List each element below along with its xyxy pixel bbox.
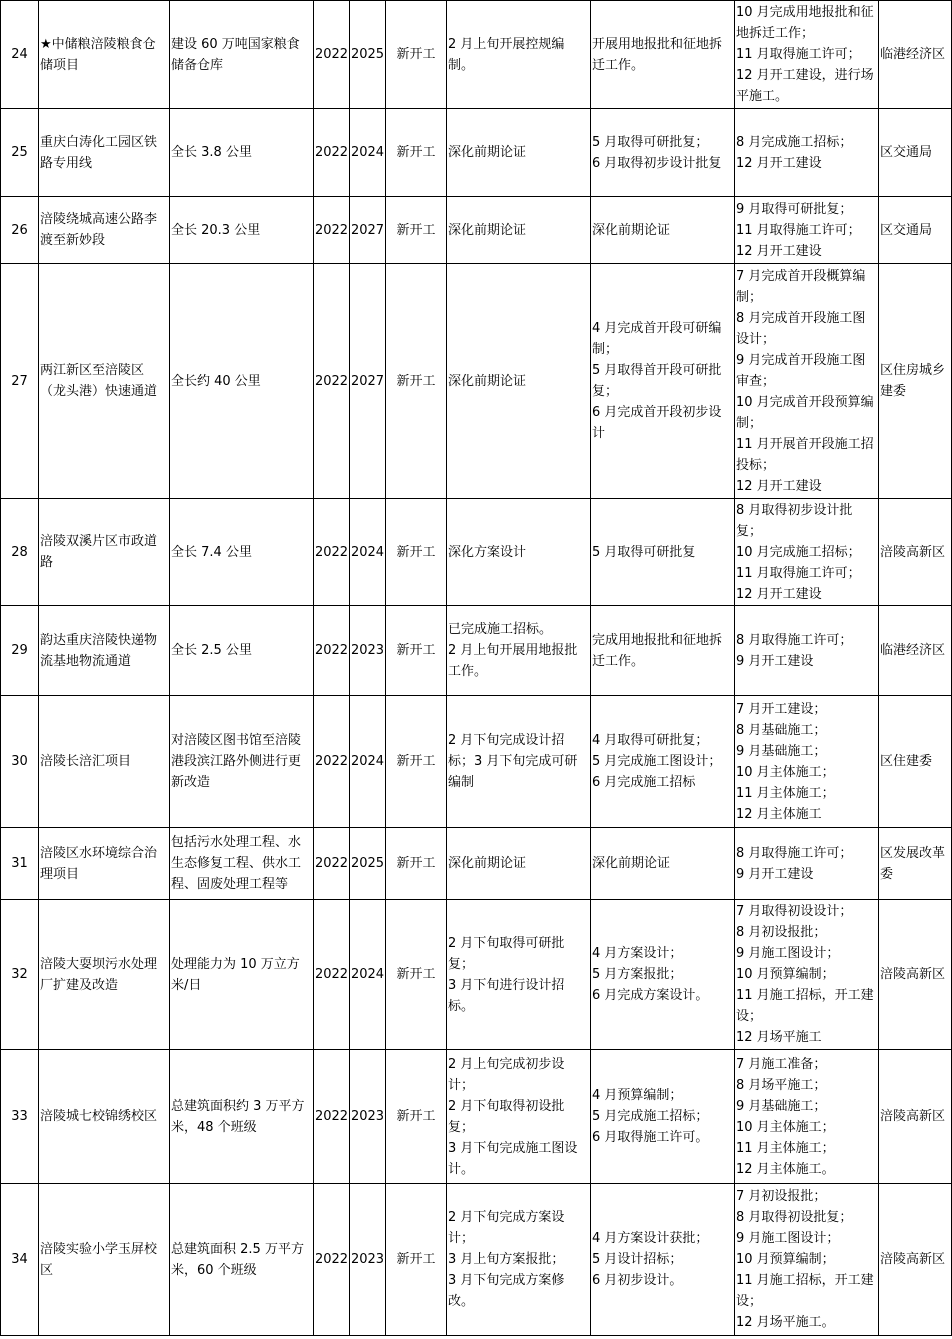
construction-content-cell: 全长 7.4 公里 — [170, 499, 314, 606]
q1-plan-cell — [447, 264, 591, 499]
h2-plan-line: 12 月开工建设 — [736, 155, 822, 171]
responsible-unit-cell: 涪陵高新区 — [879, 1184, 952, 1336]
h2-plan-line: 8 月初设报批； — [736, 925, 827, 940]
q2-plan-line: 6 月完成施工招标 — [592, 775, 696, 790]
table-row — [1, 900, 952, 1050]
construction-content-cell: 总建筑面积约 3 万平方米，48 个班级 — [170, 1050, 314, 1184]
table-row — [1, 828, 952, 900]
project-type-cell: 新开工 — [386, 109, 447, 197]
h2-plan-cell — [735, 828, 879, 900]
q2-plan-line: 5 月完成施工招标； — [592, 1109, 709, 1124]
q2-plan-cell — [591, 696, 735, 828]
q2-plan-line: 5 月取得首开段可研批复； — [592, 363, 722, 399]
h2-plan-line: 8 月取得施工许可； — [736, 845, 853, 861]
table-row — [1, 696, 952, 828]
start-year-cell: 2022 — [314, 900, 350, 1050]
project-type-cell: 新开工 — [386, 900, 447, 1050]
h2-plan-line: 12 月主体施工 — [736, 806, 822, 822]
project-name-cell: 涪陵实验小学玉屏校区 — [39, 1184, 170, 1336]
h2-plan-line: 10 月预算编制； — [736, 1252, 835, 1267]
q1-plan-line: 3 月上旬方案报批； — [448, 1252, 565, 1267]
q1-plan-line: 深化前期论证 — [448, 373, 527, 389]
project-name-cell: ★中储粮涪陵粮食仓储项目 — [39, 1, 170, 109]
table-row — [1, 1184, 952, 1336]
end-year-cell: 2023 — [350, 1184, 386, 1336]
h2-plan-cell — [735, 1050, 879, 1184]
row-number-cell: 33 — [1, 1050, 39, 1184]
start-year-cell: 2022 — [314, 264, 350, 499]
h2-plan-cell — [735, 499, 879, 606]
project-name-cell: 涪陵大耍坝污水处理厂扩建及改造 — [39, 900, 170, 1050]
end-year-cell: 2023 — [350, 1050, 386, 1184]
q2-plan-line: 6 月完成方案设计。 — [592, 988, 709, 1003]
project-type-cell: 新开工 — [386, 1050, 447, 1184]
q1-plan-line: 2 月下旬完成设计招标；3 月下旬完成可研编制 — [448, 733, 578, 790]
q1-plan-line: 2 月下旬取得可研批复； — [448, 935, 565, 972]
h2-plan-line: 9 月基础施工； — [736, 743, 827, 759]
project-type-cell: 新开工 — [386, 1184, 447, 1336]
h2-plan-line: 10 月完成用地报批和征地拆迁工作； — [736, 5, 874, 41]
project-name-cell: 两江新区至涪陵区（龙头港）快速通道 — [39, 264, 170, 499]
h2-plan-line: 8 月取得施工许可； — [736, 632, 853, 648]
table-row — [1, 1050, 952, 1184]
q2-plan-line: 6 月完成首开段初步设计 — [592, 405, 722, 441]
q1-plan-cell — [447, 828, 591, 900]
h2-plan-line: 12 月开工建设 — [736, 586, 822, 602]
q1-plan-line: 3 月下旬进行设计招标。 — [448, 977, 565, 1014]
h2-plan-line: 7 月初设报批； — [736, 1189, 827, 1204]
h2-plan-line: 8 月场平施工； — [736, 1077, 827, 1093]
construction-content-cell: 全长 20.3 公里 — [170, 197, 314, 264]
end-year-cell: 2027 — [350, 197, 386, 264]
table-row — [1, 499, 952, 606]
row-number-cell: 31 — [1, 828, 39, 900]
q2-plan-line: 4 月取得可研批复； — [592, 733, 709, 748]
q2-plan-line: 5 月取得可研批复； — [592, 134, 709, 150]
h2-plan-line: 7 月施工准备； — [736, 1056, 827, 1072]
project-type-cell: 新开工 — [386, 1, 447, 109]
q1-plan-line: 3 月下旬完成方案修改。 — [448, 1273, 565, 1309]
construction-content-cell: 包括污水处理工程、水生态修复工程、供水工程、固废处理工程等 — [170, 828, 314, 900]
q2-plan-line: 6 月取得初步设计批复 — [592, 155, 722, 171]
q2-plan-line: 5 月设计招标； — [592, 1252, 683, 1267]
project-name-cell: 韵达重庆涪陵快递物流基地物流通道 — [39, 606, 170, 696]
start-year-cell: 2022 — [314, 197, 350, 264]
project-name-cell: 涪陵双溪片区市政道路 — [39, 499, 170, 606]
q1-plan-cell — [447, 900, 591, 1050]
project-name-cell: 涪陵长涪汇项目 — [39, 696, 170, 828]
row-number-cell: 27 — [1, 264, 39, 499]
row-number-cell: 32 — [1, 900, 39, 1050]
start-year-cell: 2022 — [314, 1184, 350, 1336]
h2-plan-line: 12 月开工建设 — [736, 243, 822, 259]
h2-plan-line: 9 月开工建设 — [736, 653, 814, 669]
responsible-unit-cell: 临港经济区 — [879, 1, 952, 109]
h2-plan-line: 11 月施工招标，开工建设； — [736, 1273, 874, 1309]
h2-plan-line: 8 月基础施工； — [736, 722, 827, 738]
h2-plan-cell — [735, 1184, 879, 1336]
q2-plan-cell — [591, 900, 735, 1050]
responsible-unit-cell: 区住建委 — [879, 696, 952, 828]
q2-plan-cell — [591, 606, 735, 696]
responsible-unit-cell: 区交通局 — [879, 197, 952, 264]
h2-plan-cell — [735, 264, 879, 499]
h2-plan-cell — [735, 900, 879, 1050]
q1-plan-cell — [447, 197, 591, 264]
construction-content-cell: 全长 2.5 公里 — [170, 606, 314, 696]
h2-plan-line: 11 月施工招标，开工建设； — [736, 988, 874, 1024]
h2-plan-line: 11 月主体施工； — [736, 785, 835, 801]
q1-plan-cell — [447, 696, 591, 828]
construction-content-cell: 建设 60 万吨国家粮食储备仓库 — [170, 1, 314, 109]
q2-plan-cell — [591, 1, 735, 109]
h2-plan-line: 11 月开展首开段施工招投标； — [736, 436, 874, 473]
responsible-unit-cell: 临港经济区 — [879, 606, 952, 696]
responsible-unit-cell: 区发展改革委 — [879, 828, 952, 900]
h2-plan-line: 9 月施工图设计； — [736, 1231, 840, 1246]
h2-plan-line: 12 月场平施工 — [736, 1030, 822, 1045]
construction-content-cell: 全长约 40 公里 — [170, 264, 314, 499]
row-number-cell: 24 — [1, 1, 39, 109]
end-year-cell: 2025 — [350, 828, 386, 900]
q2-plan-line: 6 月初步设计。 — [592, 1273, 683, 1288]
table-row — [1, 1, 952, 109]
start-year-cell: 2022 — [314, 696, 350, 828]
project-name-cell: 涪陵城七校锦绣校区 — [39, 1050, 170, 1184]
q2-plan-line: 5 月方案报批； — [592, 967, 683, 982]
row-number-cell: 30 — [1, 696, 39, 828]
q2-plan-line: 6 月取得施工许可。 — [592, 1130, 709, 1145]
q1-plan-line: 2 月下旬取得初设批复； — [448, 1098, 565, 1135]
h2-plan-line: 12 月开工建设，进行场平施工。 — [736, 68, 874, 104]
q1-plan-line: 2 月上旬开展控规编制。 — [448, 36, 565, 73]
project-type-cell: 新开工 — [386, 696, 447, 828]
h2-plan-cell — [735, 606, 879, 696]
end-year-cell: 2027 — [350, 264, 386, 499]
row-number-cell: 25 — [1, 109, 39, 197]
row-number-cell: 26 — [1, 197, 39, 264]
h2-plan-cell — [735, 696, 879, 828]
q2-plan-line: 深化前期论证 — [592, 222, 671, 238]
h2-plan-line: 11 月取得施工许可； — [736, 222, 861, 238]
end-year-cell: 2023 — [350, 606, 386, 696]
h2-plan-line: 11 月取得施工许可； — [736, 565, 861, 581]
q2-plan-cell — [591, 1184, 735, 1336]
h2-plan-line: 10 月主体施工； — [736, 1119, 835, 1135]
h2-plan-line: 9 月基础施工； — [736, 1098, 827, 1114]
h2-plan-line: 11 月取得施工许可； — [736, 47, 861, 62]
h2-plan-line: 7 月开工建设； — [736, 701, 827, 717]
construction-content-cell: 处理能力为 10 万立方米/日 — [170, 900, 314, 1050]
end-year-cell: 2024 — [350, 109, 386, 197]
h2-plan-line: 10 月完成首开段预算编制； — [736, 394, 874, 431]
q1-plan-line: 3 月下旬完成施工图设计。 — [448, 1140, 578, 1177]
q2-plan-cell — [591, 197, 735, 264]
q1-plan-cell — [447, 1184, 591, 1336]
q2-plan-line: 5 月完成施工图设计； — [592, 754, 722, 769]
project-type-cell: 新开工 — [386, 264, 447, 499]
table-row — [1, 264, 952, 499]
start-year-cell: 2022 — [314, 109, 350, 197]
q2-plan-line: 深化前期论证 — [592, 856, 671, 871]
construction-content-cell: 全长 3.8 公里 — [170, 109, 314, 197]
h2-plan-line: 10 月完成施工招标； — [736, 544, 861, 560]
q1-plan-line: 2 月下旬完成方案设计； — [448, 1210, 565, 1246]
h2-plan-line: 9 月开工建设 — [736, 866, 814, 882]
q2-plan-line: 4 月方案设计； — [592, 946, 683, 961]
h2-plan-line: 9 月完成首开段施工图审查； — [736, 352, 866, 389]
q1-plan-line: 深化前期论证 — [448, 222, 527, 238]
q2-plan-line: 开展用地报批和征地拆迁工作。 — [592, 36, 723, 73]
project-type-cell: 新开工 — [386, 606, 447, 696]
responsible-unit-cell: 涪陵高新区 — [879, 900, 952, 1050]
q2-plan-cell — [591, 109, 735, 197]
q1-plan-line: 2 月上旬完成初步设计； — [448, 1056, 565, 1093]
q2-plan-line: 4 月预算编制； — [592, 1088, 683, 1103]
responsible-unit-cell: 区交通局 — [879, 109, 952, 197]
q2-plan-line: 4 月方案设计获批； — [592, 1231, 709, 1246]
h2-plan-line: 10 月预算编制； — [736, 967, 835, 982]
h2-plan-cell — [735, 109, 879, 197]
project-table-body — [1, 1, 952, 1336]
h2-plan-line: 12 月开工建设 — [736, 478, 822, 494]
h2-plan-line: 12 月主体施工。 — [736, 1161, 835, 1177]
q1-plan-cell — [447, 1, 591, 109]
q2-plan-cell — [591, 1050, 735, 1184]
end-year-cell: 2024 — [350, 696, 386, 828]
end-year-cell: 2024 — [350, 499, 386, 606]
row-number-cell: 34 — [1, 1184, 39, 1336]
start-year-cell: 2022 — [314, 828, 350, 900]
h2-plan-line: 9 月施工图设计； — [736, 946, 840, 961]
q1-plan-line: 深化前期论证 — [448, 856, 527, 871]
q1-plan-cell — [447, 499, 591, 606]
row-number-cell: 28 — [1, 499, 39, 606]
table-row — [1, 197, 952, 264]
start-year-cell: 2022 — [314, 499, 350, 606]
project-name-cell: 涪陵绕城高速公路李渡至新妙段 — [39, 197, 170, 264]
h2-plan-line: 8 月取得初步设计批复； — [736, 502, 853, 539]
table-row — [1, 109, 952, 197]
h2-plan-cell — [735, 1, 879, 109]
q1-plan-line: 深化前期论证 — [448, 145, 527, 160]
start-year-cell: 2022 — [314, 1050, 350, 1184]
responsible-unit-cell: 涪陵高新区 — [879, 499, 952, 606]
q2-plan-line: 完成用地报批和征地拆迁工作。 — [592, 632, 723, 669]
start-year-cell: 2022 — [314, 1, 350, 109]
project-name-cell: 涪陵区水环境综合治理项目 — [39, 828, 170, 900]
responsible-unit-cell: 区住房城乡建委 — [879, 264, 952, 499]
project-type-cell: 新开工 — [386, 499, 447, 606]
responsible-unit-cell: 涪陵高新区 — [879, 1050, 952, 1184]
end-year-cell: 2024 — [350, 900, 386, 1050]
q2-plan-cell — [591, 499, 735, 606]
h2-plan-line: 7 月取得初设设计； — [736, 904, 853, 919]
h2-plan-line: 8 月取得初设批复； — [736, 1210, 853, 1225]
q1-plan-cell — [447, 1050, 591, 1184]
start-year-cell: 2022 — [314, 606, 350, 696]
q2-plan-cell — [591, 264, 735, 499]
q1-plan-line: 已完成施工招标。 — [448, 622, 553, 637]
construction-content-cell: 对涪陵区图书馆至涪陵港段滨江路外侧进行更新改造 — [170, 696, 314, 828]
q1-plan-line: 深化方案设计 — [448, 544, 527, 560]
project-type-cell: 新开工 — [386, 828, 447, 900]
end-year-cell: 2025 — [350, 1, 386, 109]
q1-plan-line: 2 月上旬开展用地报批工作。 — [448, 643, 578, 679]
row-number-cell: 29 — [1, 606, 39, 696]
h2-plan-line: 12 月场平施工。 — [736, 1315, 835, 1330]
h2-plan-line: 9 月取得可研批复； — [736, 201, 853, 217]
h2-plan-line: 8 月完成首开段施工图设计； — [736, 310, 866, 347]
project-type-cell: 新开工 — [386, 197, 447, 264]
h2-plan-line: 8 月完成施工招标； — [736, 134, 853, 150]
construction-content-cell: 总建筑面积 2.5 万平方米，60 个班级 — [170, 1184, 314, 1336]
table-row — [1, 606, 952, 696]
h2-plan-line: 10 月主体施工； — [736, 764, 835, 780]
q1-plan-cell — [447, 109, 591, 197]
q2-plan-line: 5 月取得可研批复 — [592, 544, 696, 560]
project-name-cell: 重庆白涛化工园区铁路专用线 — [39, 109, 170, 197]
q2-plan-cell — [591, 828, 735, 900]
h2-plan-cell — [735, 197, 879, 264]
h2-plan-line: 11 月主体施工； — [736, 1140, 835, 1156]
h2-plan-line: 7 月完成首开段概算编制； — [736, 268, 866, 305]
q1-plan-cell — [447, 606, 591, 696]
q2-plan-line: 4 月完成首开段可研编制； — [592, 321, 722, 357]
